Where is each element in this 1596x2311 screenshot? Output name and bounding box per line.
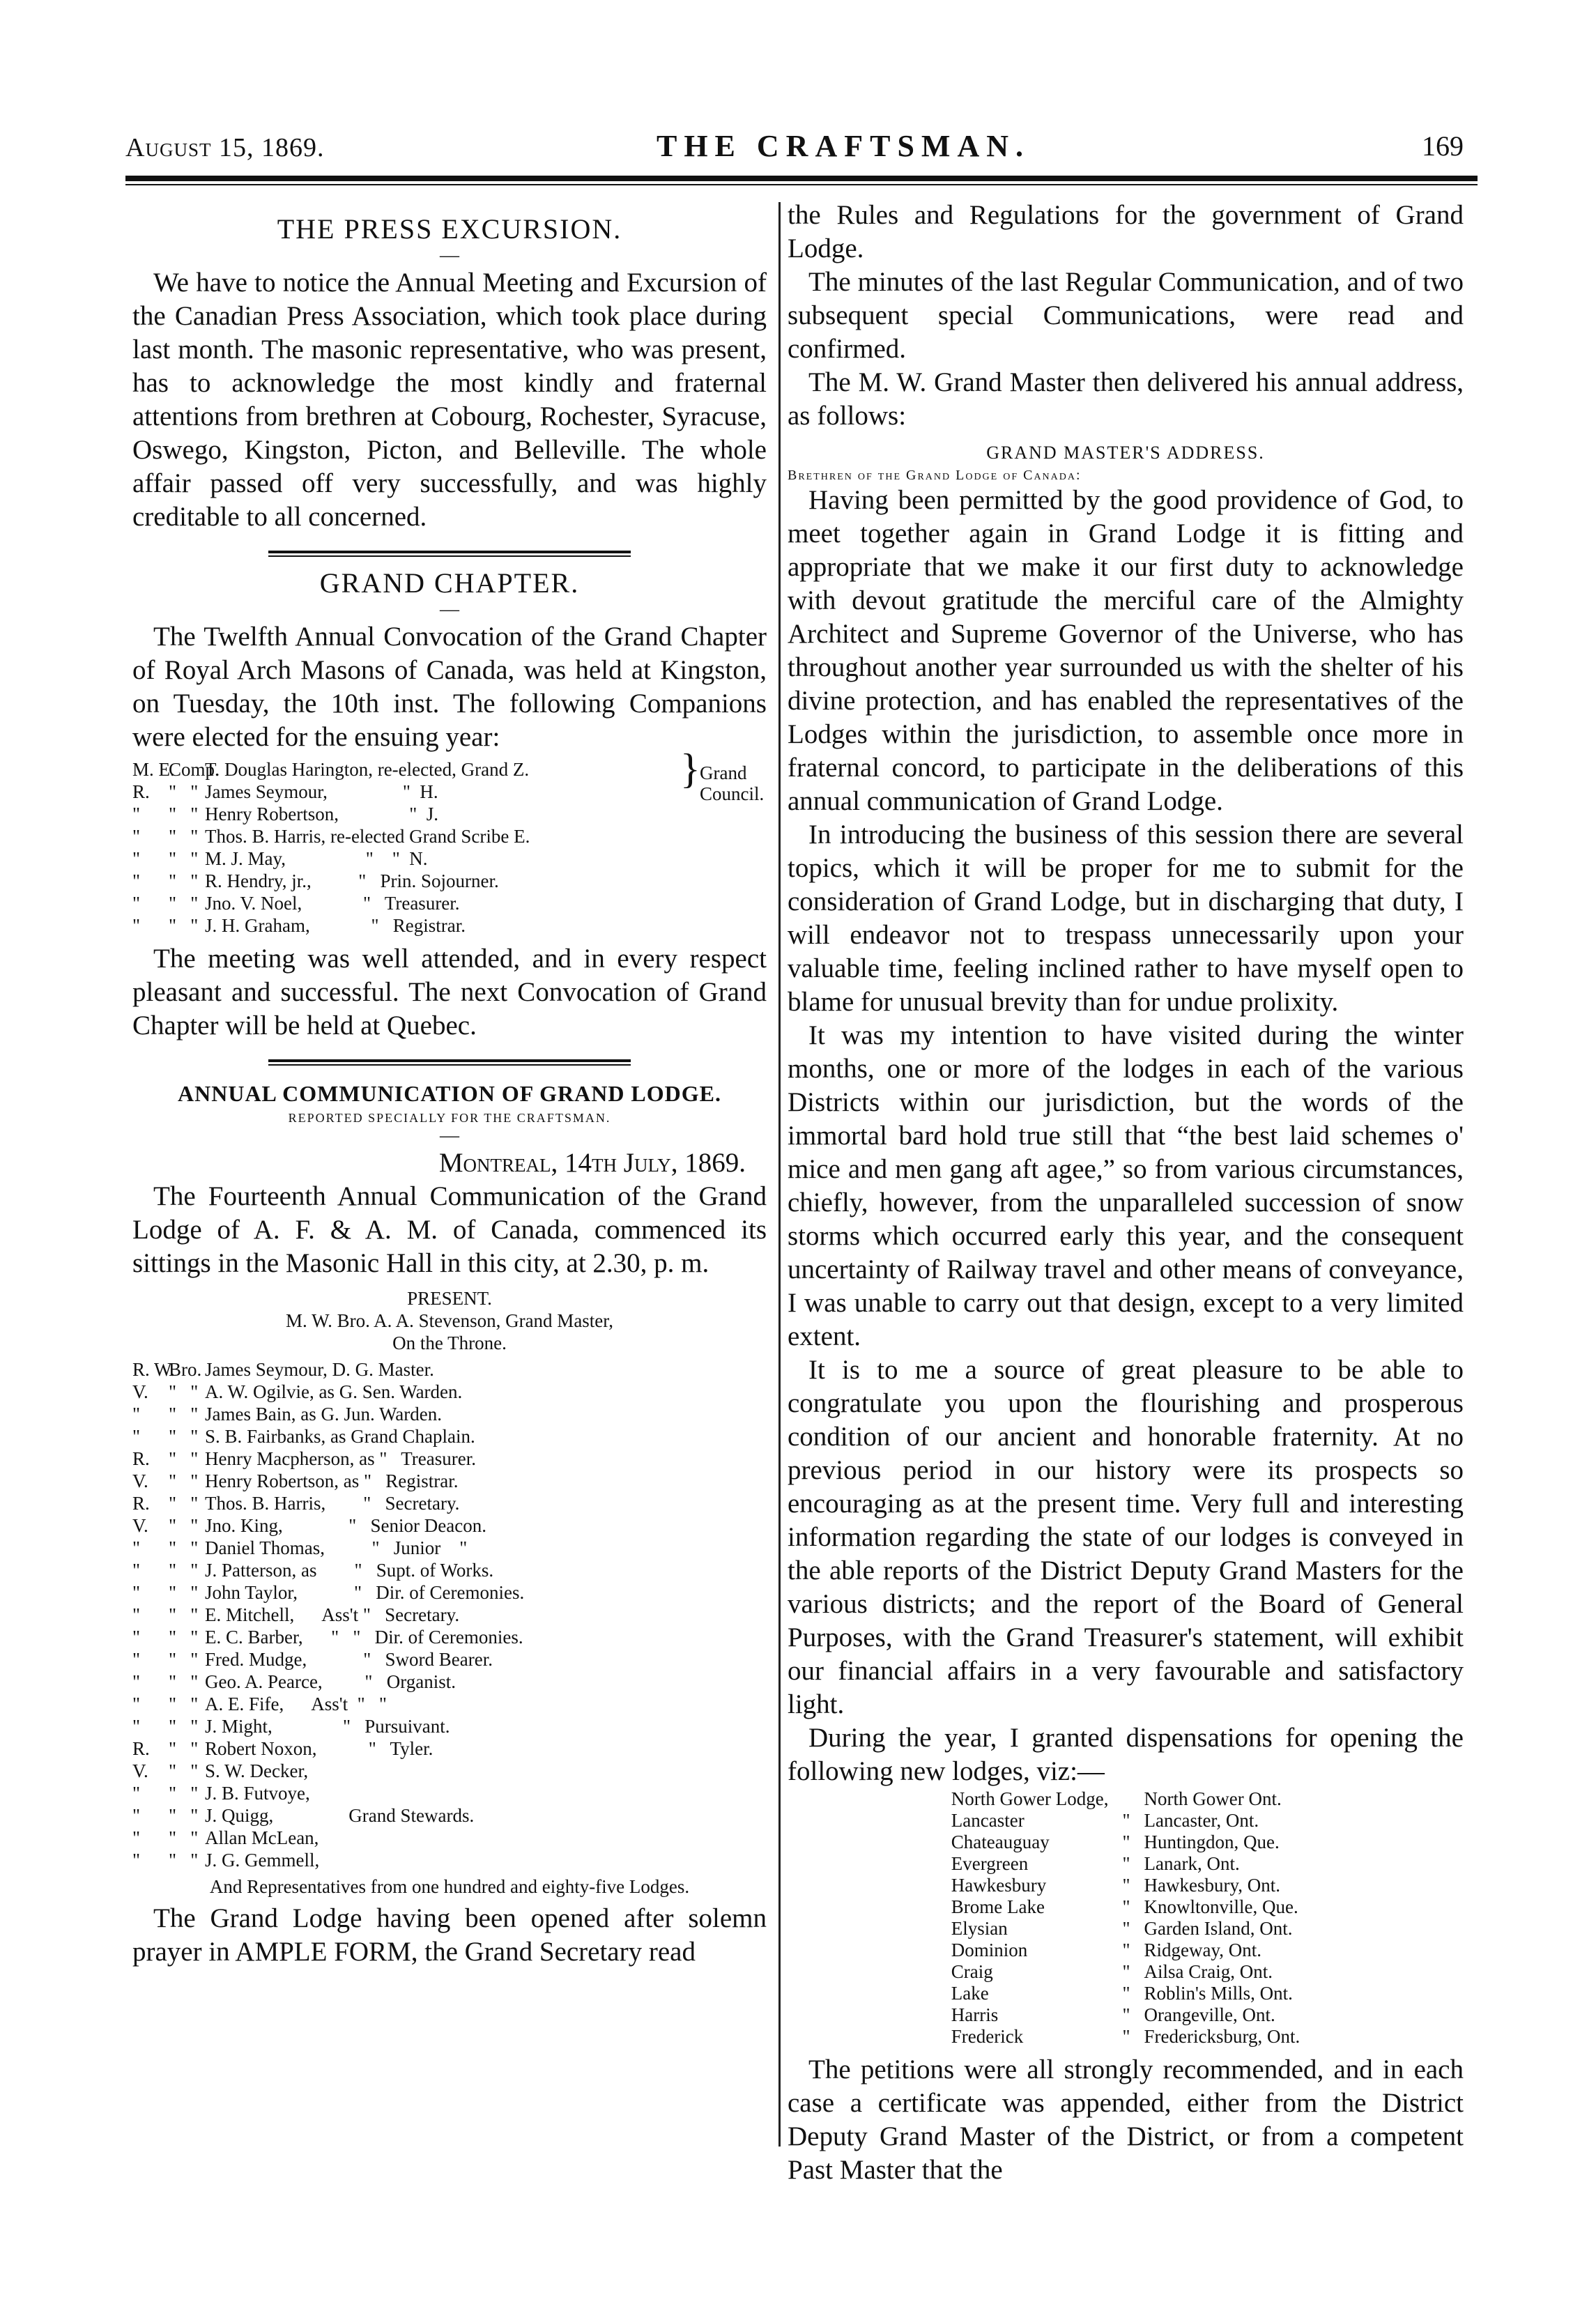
officer-row	[132, 1648, 767, 1671]
officer-row	[132, 1358, 767, 1381]
officer-rank: "	[132, 1537, 141, 1558]
lodge-row	[944, 1810, 1307, 1832]
lodge-place: Hawkesbury, Ont.	[1144, 1875, 1280, 1896]
minutes-paragraph: The minutes of the last Regular Communication, and of two subsequent special Communications, were read and confirmed.	[788, 267, 1464, 364]
officer-name: Henry Robertson, as " Registrar.	[205, 1471, 459, 1491]
publication-title: THE CRAFTSMAN.	[656, 129, 1031, 163]
officer-rank: "	[132, 804, 141, 824]
officer-name: Robert Noxon, " Tyler.	[205, 1738, 433, 1759]
officer-row	[132, 1604, 767, 1626]
officer-rank: " "	[169, 1738, 199, 1759]
officer-rank: " "	[169, 804, 199, 824]
officer-row	[132, 1403, 767, 1425]
officer-rank: " "	[169, 1805, 199, 1826]
officer-row	[132, 1849, 767, 1871]
page-number: 169	[1422, 130, 1464, 162]
officer-rank: "	[132, 1827, 141, 1848]
lodge-row	[944, 2004, 1307, 2026]
grand-chapter-heading: GRAND CHAPTER.	[319, 567, 580, 599]
officer-rank: " "	[169, 1560, 199, 1581]
officer-rank: " "	[169, 1671, 199, 1692]
lodge-place: Knowltonville, Que.	[1144, 1896, 1298, 1917]
officer-name: J. H. Graham, " Registrar.	[205, 915, 466, 936]
officer-rank: "	[132, 1604, 141, 1625]
officer-name: John Taylor, " Dir. of Ceremonies.	[205, 1582, 525, 1603]
heading-dash: —	[440, 599, 459, 620]
representatives-line: And Representatives from one hundred and eighty-five Lodges.	[209, 1876, 690, 1897]
lodge-mark	[1115, 1788, 1137, 1810]
officer-name: Geo. A. Pearce, " Organist.	[205, 1671, 456, 1692]
officer-rank: "	[132, 870, 141, 891]
lodge-name: Hawkesbury	[951, 1875, 1047, 1896]
lodge-name: North Gower Lodge,	[951, 1788, 1109, 1809]
officer-rank: " "	[169, 1404, 199, 1425]
officer-name: Henry Robertson, " J.	[205, 804, 438, 824]
lodge-place: Garden Island, Ont.	[1144, 1918, 1293, 1939]
officer-rank: " "	[169, 1760, 199, 1781]
officer-name: A. W. Ogilvie, as G. Sen. Warden.	[205, 1381, 463, 1402]
officer-name: Fred. Mudge, " Sword Bearer.	[205, 1649, 493, 1670]
officer-name: James Seymour, D. G. Master.	[205, 1359, 434, 1380]
officer-rank: "	[132, 915, 141, 936]
lodge-place: Lanark, Ont.	[1144, 1853, 1240, 1874]
section-separator	[268, 551, 631, 557]
officer-name: M. J. May, " " N.	[205, 848, 428, 869]
officer-row	[132, 781, 767, 803]
lodge-row	[944, 1832, 1307, 1853]
dateline: Montreal, 14th July, 1869.	[438, 1148, 746, 1178]
lodge-mark: "	[1122, 1961, 1130, 1982]
officer-rank: " "	[169, 1493, 199, 1514]
address-paragraph-2: In introducing the business of this session there are several topics, which it will be proper for me to submit for the consideration of Grand Lodge, but in discharging that duty, I will endeavor not to trespass unnecessarily upon your valuable time, feeling inclined rather to have myself open to blame for unusual brevity than for undue prolixity.	[788, 820, 1464, 1017]
lodge-name: Frederick	[951, 2026, 1024, 2047]
officer-name: J. Patterson, as " Supt. of Works.	[205, 1560, 494, 1581]
officer-rank: " "	[169, 1850, 199, 1871]
lodge-place: Ailsa Craig, Ont.	[1144, 1961, 1273, 1982]
officer-rank: " "	[169, 1694, 199, 1714]
officer-rank: " "	[169, 1827, 199, 1848]
grand-master-line: M. W. Bro. A. A. Stevenson, Grand Master,	[286, 1310, 613, 1331]
lodge-row	[944, 2026, 1307, 2048]
on-the-throne-line: On the Throne.	[392, 1333, 507, 1353]
officer-rank: " "	[169, 826, 199, 847]
officer-row	[132, 1581, 767, 1604]
lodge-name: Elysian	[951, 1918, 1008, 1939]
issue-date: August 15, 1869.	[125, 133, 325, 162]
officer-rank: V.	[132, 1471, 148, 1491]
address-paragraph-1: Having been permitted by the good providence of God, to meet together again in Grand Lodge it is fitting and appropriate that we make it our first duty to acknowledge with devout gratitude the merciful care of the Almighty Architect and Supreme Governor of the Universe, who has throughout another year surrounded us with the shelter of his divine protection, and has enabled the representatives of the Lodges within the jurisdiction, to assemble once more in fraternal concord, to participate in the deliberations of this annual communication of Grand Lodge.	[788, 485, 1464, 816]
officer-row	[132, 1671, 767, 1693]
officer-name: James Bain, as G. Jun. Warden.	[205, 1404, 443, 1425]
officer-row	[132, 1514, 767, 1537]
heading-dash: —	[440, 1125, 459, 1146]
officer-rank: " "	[169, 1582, 199, 1603]
officer-rank: R. W.	[132, 1359, 175, 1380]
officer-rank: "	[132, 1404, 141, 1425]
officer-rank: "	[132, 848, 141, 869]
officer-rank: " "	[169, 915, 199, 936]
officer-row	[132, 1559, 767, 1581]
lodge-row	[944, 1853, 1307, 1875]
lodge-row	[944, 1940, 1307, 1961]
officer-rank: " "	[169, 781, 199, 802]
officer-name: T. Douglas Harington, re-elected, Grand Z.	[205, 759, 530, 780]
officer-row	[132, 758, 767, 781]
lodge-place: North Gower Ont.	[1144, 1788, 1282, 1809]
lodge-name: Dominion	[951, 1940, 1028, 1960]
officer-rank: " "	[169, 1537, 199, 1558]
annual-communication-text: The Fourteenth Annual Communication of the Grand Lodge of A. F. & A. M. of Canada, commenced its sittings in the Masonic Hall in this city, at 2.30, p. m.	[132, 1181, 767, 1278]
right-column	[788, 199, 1464, 2187]
officer-row	[132, 914, 767, 937]
officer-name: Henry Macpherson, as " Treasurer.	[205, 1448, 476, 1469]
lodge-name: Evergreen	[951, 1853, 1029, 1874]
officer-rank: " "	[169, 1783, 199, 1804]
officer-row	[132, 1737, 767, 1760]
lodge-row	[944, 1788, 1307, 1810]
officer-name: S. W. Decker,	[205, 1760, 309, 1781]
lodge-name: Lake	[951, 1983, 989, 2004]
address-intro-paragraph: The M. W. Grand Master then delivered his annual address, as follows:	[788, 367, 1464, 431]
officer-row	[132, 1626, 767, 1648]
officer-name: Daniel Thomas, " Junior "	[205, 1537, 468, 1558]
officer-rank: " "	[169, 848, 199, 869]
lodge-name: Chateauguay	[951, 1832, 1050, 1852]
lodge-name: Craig	[951, 1961, 993, 1982]
petitions-paragraph: The petitions were all strongly recommended, and in each case a certificate was appended, either from the District Deputy Grand Master of the District, or from a competent Past Master that the	[788, 2055, 1464, 2185]
lodge-mark: "	[1122, 1940, 1130, 1960]
officer-rank: "	[132, 1582, 141, 1603]
officer-rank: "	[132, 1805, 141, 1826]
address-paragraph-4: It is to me a source of great pleasure to be able to congratulate you upon the flourishing and prosperous condition of our ancient and honorable fraternity. At no previous period in our history were its prospects so encouraging as at the present time. Very full and interesting information regarding the state of our lodges is conveyed in the able reports of the District Deputy Grand Masters for the various districts; and the report of the Board of General Purposes, with the Grand Treasurer's statement, will exhibit our financial affairs in a very favourable and satisfactory light.	[788, 1355, 1464, 1719]
officer-rank: M. E.	[132, 759, 175, 780]
officer-row	[132, 1804, 767, 1827]
lodge-mark: "	[1122, 1896, 1130, 1917]
lodge-name: Harris	[951, 2004, 999, 2025]
lodge-mark: "	[1122, 1832, 1130, 1852]
officer-rank: "	[132, 1627, 141, 1648]
present-label: PRESENT.	[407, 1288, 492, 1309]
lodge-mark: "	[1122, 1983, 1130, 2004]
lodge-mark: "	[1122, 2026, 1130, 2047]
officer-row	[132, 1448, 767, 1470]
lodge-place: Orangeville, Ont.	[1144, 2004, 1275, 2025]
officer-name: Jno. King, " Senior Deacon.	[205, 1515, 486, 1536]
lodge-mark: "	[1122, 1853, 1130, 1874]
officer-name: Thos. B. Harris, re-elected Grand Scribe E.	[205, 826, 530, 847]
officer-rank: " "	[169, 893, 199, 914]
grand-master-address-heading: GRAND MASTER'S ADDRESS.	[986, 443, 1265, 463]
officer-rank: R.	[132, 1738, 150, 1759]
grand-chapter-text-2: The meeting was well attended, and in every respect pleasant and successful. The next Convocation of Grand Chapter will be held at Quebec.	[132, 944, 767, 1041]
officer-rank: R.	[132, 781, 150, 802]
grand-chapter-text: The Twelfth Annual Convocation of the Grand Chapter of Royal Arch Masons of Canada, was held at Kingston, on Tuesday, the 10th inst. The following Companions were elected for the ensuing year:	[132, 622, 767, 752]
officer-row	[132, 1381, 767, 1403]
new-lodges-table	[944, 1788, 1307, 2048]
officer-rank: "	[132, 1694, 141, 1714]
dispensations-paragraph: During the year, I granted dispensations for opening the following new lodges, viz:—	[788, 1723, 1464, 1786]
chapter-officers-list	[132, 746, 767, 937]
officer-rank: "	[132, 1649, 141, 1670]
officer-rank: " "	[169, 1381, 199, 1402]
reported-specially-subheading: REPORTED SPECIALLY FOR THE CRAFTSMAN.	[288, 1111, 611, 1125]
officer-row	[132, 847, 767, 870]
lodge-mark: "	[1122, 1875, 1130, 1896]
lodge-mark: "	[1122, 1918, 1130, 1939]
page-header	[125, 125, 1478, 167]
officer-row	[132, 1760, 767, 1782]
address-salutation: Brethren of the Grand Lodge of Canada:	[788, 468, 1082, 483]
officer-rank: "	[132, 1671, 141, 1692]
press-excursion-heading: THE PRESS EXCURSION.	[277, 213, 622, 245]
officer-name: Thos. B. Harris, " Secretary.	[205, 1493, 460, 1514]
header-rule-thin	[125, 184, 1478, 185]
officer-rank: R.	[132, 1448, 150, 1469]
rules-paragraph: the Rules and Regulations for the government of Grand Lodge.	[788, 200, 1464, 263]
officer-row	[132, 1492, 767, 1514]
officer-rank: "	[132, 1783, 141, 1804]
officer-rank: " "	[169, 1515, 199, 1536]
officer-rank: V.	[132, 1515, 148, 1536]
officer-name: E. C. Barber, " " Dir. of Ceremonies.	[205, 1627, 523, 1648]
officer-name: J. Quigg, Grand Stewards.	[205, 1805, 475, 1826]
officer-row	[132, 1782, 767, 1804]
lodge-row	[944, 1896, 1307, 1918]
officer-name: S. B. Fairbanks, as Grand Chaplain.	[205, 1426, 475, 1447]
officer-row	[132, 1715, 767, 1737]
left-column	[132, 199, 767, 1969]
officer-row	[132, 1693, 767, 1715]
lodge-place: Roblin's Mills, Ont.	[1144, 1983, 1293, 2004]
officer-rank: " "	[169, 1627, 199, 1648]
closing-text: The Grand Lodge having been opened after solemn prayer in AMPLE FORM, the Grand Secretary read	[132, 1903, 767, 1967]
officer-rank: " "	[169, 1426, 199, 1447]
lodge-place: Lancaster, Ont.	[1144, 1810, 1259, 1831]
officer-row	[132, 1537, 767, 1559]
officer-rank: " "	[169, 1448, 199, 1469]
annual-communication-heading: ANNUAL COMMUNICATION OF GRAND LODGE.	[178, 1081, 721, 1106]
officer-rank: V.	[132, 1381, 148, 1402]
lodge-row	[944, 1983, 1307, 2004]
lodge-mark: "	[1122, 1810, 1130, 1831]
officer-name: R. Hendry, jr., " Prin. Sojourner.	[205, 870, 499, 891]
officer-row	[132, 1827, 767, 1849]
officer-name: Jno. V. Noel, " Treasurer.	[205, 893, 460, 914]
officers-present-list	[132, 1358, 767, 1871]
officer-rank: Comp.	[169, 759, 220, 780]
officer-name: Allan McLean,	[205, 1827, 319, 1848]
officer-name: J. G. Gemmell,	[205, 1850, 320, 1871]
section-separator	[268, 1059, 631, 1066]
lodge-name: Brome Lake	[951, 1896, 1045, 1917]
officer-rank: "	[132, 893, 141, 914]
officer-rank: " "	[169, 1471, 199, 1491]
council-bracket-label: } Grand Council.	[680, 746, 765, 804]
officer-name: E. Mitchell, Ass't " Secretary.	[205, 1604, 460, 1625]
officer-rank: R.	[132, 1493, 150, 1514]
officer-name: A. E. Fife, Ass't " "	[205, 1694, 387, 1714]
officer-rank: " "	[169, 1716, 199, 1737]
officer-row	[132, 825, 767, 847]
officer-rank: " "	[169, 1649, 199, 1670]
officer-rank: "	[132, 1426, 141, 1447]
officer-rank: "	[132, 826, 141, 847]
officer-rank: "	[132, 1850, 141, 1871]
lodge-row	[944, 1961, 1307, 1983]
officer-row	[132, 892, 767, 914]
officer-row	[132, 870, 767, 892]
lodge-mark: "	[1122, 2004, 1130, 2025]
lodge-place: Huntingdon, Que.	[1144, 1832, 1280, 1852]
officer-row	[132, 803, 767, 825]
officer-rank: " "	[169, 870, 199, 891]
lodge-name: Lancaster	[951, 1810, 1025, 1831]
officer-rank: " "	[169, 1604, 199, 1625]
officer-name: J. Might, " Pursuivant.	[205, 1716, 450, 1737]
officer-row	[132, 1425, 767, 1448]
lodge-place: Fredericksburg, Ont.	[1144, 2026, 1300, 2047]
column-divider	[778, 202, 781, 2147]
council-label: Grand Council.	[700, 762, 765, 804]
officer-rank: "	[132, 1560, 141, 1581]
lodge-row	[944, 1918, 1307, 1940]
address-paragraph-3: It was my intention to have visited during the winter months, one or more of the lodges in each of the various Districts within our jurisdiction, but the words of the immortal bard hold true still that “the best laid schemes o' mice and men gang aft agee,” so from various circumstances, chiefly, however, from the unparalleled succession of snow storms which occurred early this year, and the consequent uncertainty of Railway travel and other means of conveyance, I was unable to carry out that design, except to a very limited extent.	[788, 1020, 1464, 1351]
lodge-place: Ridgeway, Ont.	[1144, 1940, 1261, 1960]
officer-name: James Seymour, " H.	[205, 781, 438, 802]
heading-dash: —	[440, 245, 459, 266]
header-rule	[125, 176, 1478, 181]
officer-rank: Bro.	[169, 1359, 202, 1380]
officer-row	[132, 1470, 767, 1492]
officer-rank: "	[132, 1716, 141, 1737]
press-excursion-text: We have to notice the Annual Meeting and Excursion of the Canadian Press Association, which took place during last month. The masonic representative, who was present, has to acknowledge the most kindly and fraternal attentions from brethren at Cobourg, Rochester, Syracuse, Oswego, Kingston, Picton, and Belleville. The whole affair passed off very successfully, and was highly creditable to all concerned.	[132, 268, 767, 532]
lodge-row	[944, 1875, 1307, 1896]
officer-name: J. B. Futvoye,	[205, 1783, 310, 1804]
officer-rank: V.	[132, 1760, 148, 1781]
